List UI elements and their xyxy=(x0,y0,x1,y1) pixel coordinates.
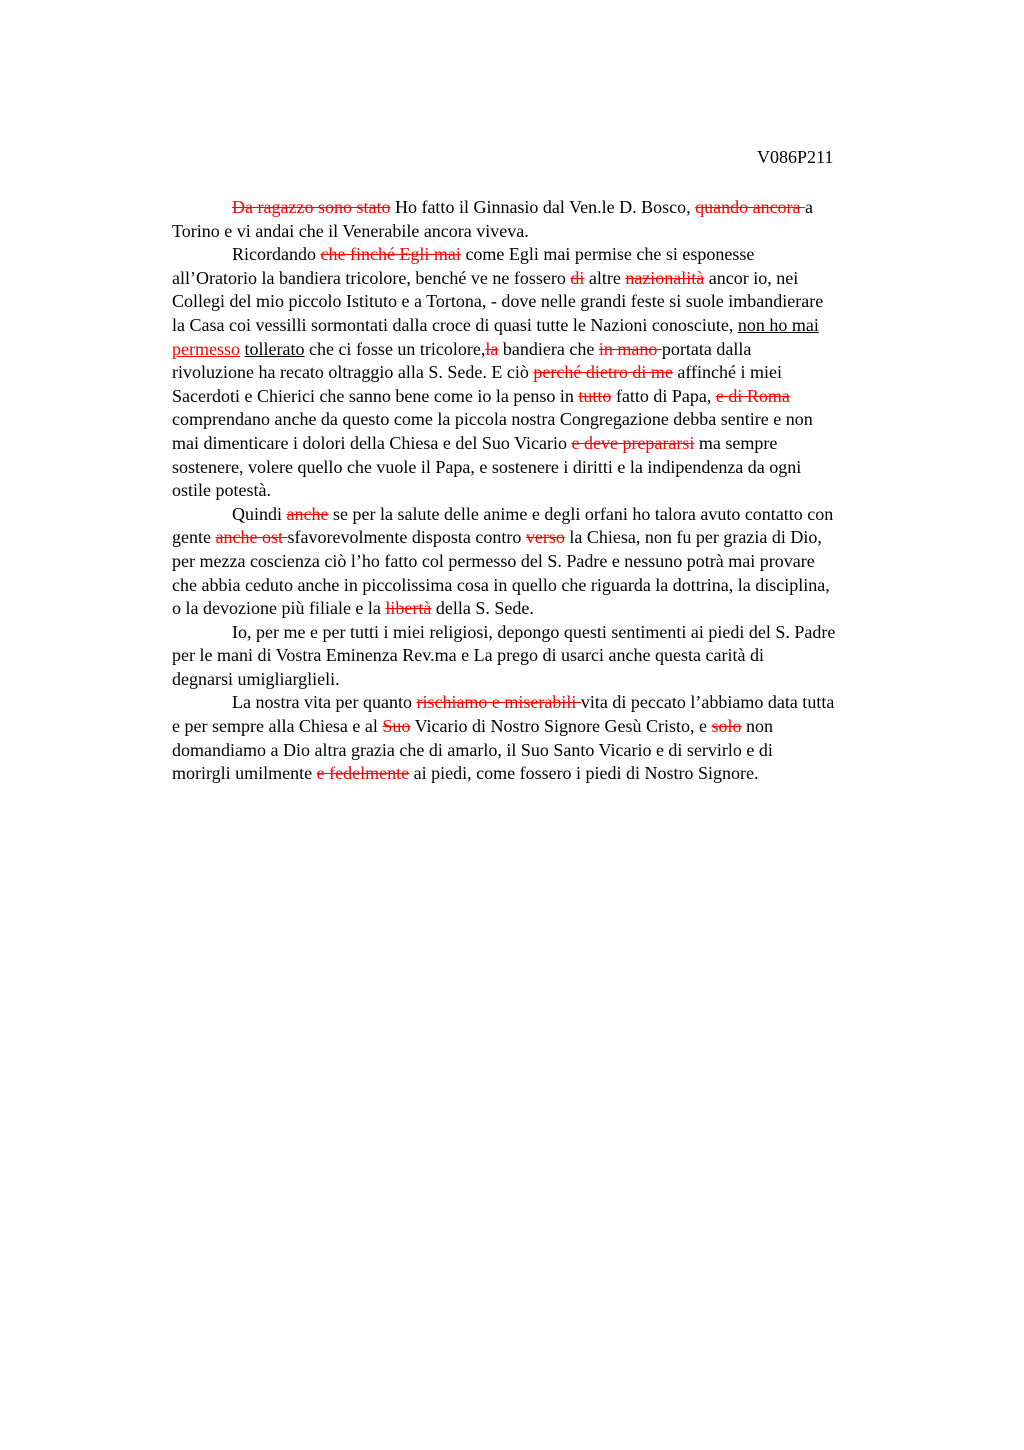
text-line xyxy=(172,621,932,645)
deleted-text: in mano xyxy=(598,338,662,359)
text-line xyxy=(172,314,932,338)
text-segment: vita di peccato l’abbiamo data tutta xyxy=(580,692,835,713)
deleted-text: libertà xyxy=(385,598,432,619)
deleted-text: nazionalità xyxy=(625,267,705,288)
text-segment: se per la salute delle anime e degli orfani ho talora avuto contatto con xyxy=(328,503,834,524)
deleted-text: Suo xyxy=(382,716,411,737)
deleted-text: la xyxy=(485,338,499,359)
text-segment: come Egli mai permise che si esponesse xyxy=(460,244,755,265)
text-line xyxy=(172,408,932,432)
text-segment: mai dimenticare i dolori della Chiesa e del Suo Vicario xyxy=(172,432,572,453)
text-segment: degnarsi umigliarglieli. xyxy=(172,668,340,689)
text-segment: e per sempre alla Chiesa e al xyxy=(172,716,383,737)
text-segment: bandiera che xyxy=(498,338,599,359)
text-line xyxy=(172,361,932,385)
text-segment: che ci fosse un tricolore, xyxy=(304,338,486,359)
deleted-text: che finché Egli mai xyxy=(320,244,461,265)
text-segment: la Chiesa, non fu per grazia di Dio, xyxy=(564,527,822,548)
text-segment: fatto di Papa, xyxy=(611,385,716,406)
text-line xyxy=(172,456,932,480)
deleted-text: Da ragazzo sono stato xyxy=(232,197,391,217)
deleted-text: di xyxy=(570,267,585,288)
text-segment: non xyxy=(741,716,773,737)
text-segment: sfavorevolmente disposta contro xyxy=(287,527,526,548)
text-line xyxy=(172,243,932,267)
deleted-text: permesso xyxy=(172,338,240,359)
deleted-text: anche ost xyxy=(215,527,288,548)
text-segment: portata dalla xyxy=(661,338,752,359)
text-segment: comprendano anche da questo come la piccola nostra Congregazione debba sentire e non xyxy=(172,409,813,430)
text-line xyxy=(172,432,932,456)
deleted-text: e di Roma xyxy=(715,385,790,406)
text-line xyxy=(172,338,932,362)
text-segment: sostenere, volere quello che vuole il Papa, e sostenere i diritti e la indipendenza da ogni xyxy=(172,456,802,477)
paragraph xyxy=(172,503,932,621)
text-segment: Torino e vi andai che il Venerabile ancora viveva. xyxy=(172,220,529,241)
text-line xyxy=(172,267,932,291)
text-segment: Quindi xyxy=(232,503,287,524)
deleted-text: perché dietro di me xyxy=(533,362,673,383)
paragraph xyxy=(172,621,932,692)
deleted-text: anche xyxy=(286,503,329,524)
text-line xyxy=(172,196,932,220)
deleted-text: e deve prepararsi xyxy=(571,432,695,453)
text-segment: ancor io, nei xyxy=(704,267,799,288)
text-line xyxy=(172,739,932,763)
text-line xyxy=(172,668,932,692)
text-segment: della S. Sede. xyxy=(431,598,534,619)
deleted-text: tutto xyxy=(578,385,612,406)
page-identifier: V086P211 xyxy=(757,147,834,167)
text-segment: Ho fatto il Ginnasio dal Ven.le D. Bosco, xyxy=(390,197,696,217)
text-line xyxy=(172,479,932,503)
text-segment: domandiamo a Dio altra grazia che di amarlo, il Suo Santo Vicario e di servirlo e di xyxy=(172,739,773,760)
deleted-text: rischiamo e miserabili xyxy=(416,692,581,713)
deleted-text: quando ancora xyxy=(695,197,806,217)
text-segment: ostile potestà. xyxy=(172,480,271,501)
text-segment: per le mani di Vostra Eminenza Rev.ma e La prego di usarci anche questa carità di xyxy=(172,645,764,666)
text-segment: affinché i miei xyxy=(672,362,782,383)
text-line xyxy=(172,290,932,314)
text-segment: rivoluzione ha recato oltraggio alla S. Sede. E ciò xyxy=(172,362,534,383)
text-segment: Vicario di Nostro Signore Gesù Cristo, e xyxy=(410,716,712,737)
text-line xyxy=(172,550,932,574)
document-body xyxy=(172,196,932,786)
text-segment: morirgli umilmente xyxy=(172,763,317,784)
text-line xyxy=(172,644,932,668)
underlined-text: non ho mai xyxy=(737,314,819,335)
text-line xyxy=(172,597,932,621)
text-line xyxy=(172,526,932,550)
text-segment: Collegi del mio piccolo Istituto e a Tortona, - dove nelle grandi feste si suole imbandierare xyxy=(172,291,824,312)
text-line xyxy=(172,574,932,598)
paragraph xyxy=(172,196,932,243)
text-line xyxy=(172,220,932,244)
text-segment: Io, per me e per tutti i miei religiosi, depongo questi sentimenti ai piedi del S. Padre xyxy=(232,621,836,642)
text-segment: ai piedi, come fossero i piedi di Nostro Signore. xyxy=(409,763,759,784)
deleted-text: verso xyxy=(525,527,565,548)
text-line xyxy=(172,691,932,715)
text-segment: per mezza coscienza ciò l’ho fatto col permesso del S. Padre e nessuno potrà mai provare xyxy=(172,550,815,571)
text-line xyxy=(172,715,932,739)
text-segment: a xyxy=(805,197,814,217)
text-segment: ma sempre xyxy=(694,432,778,453)
paragraph xyxy=(172,691,932,785)
text-segment: la Casa coi vessilli sormontati dalla croce di quasi tutte le Nazioni conosciute, xyxy=(172,314,738,335)
text-segment: all’Oratorio la bandiera tricolore, benché ve ne fossero xyxy=(172,267,571,288)
text-segment: La nostra vita per quanto xyxy=(232,692,417,713)
text-segment: gente xyxy=(172,527,216,548)
paragraph xyxy=(172,243,932,503)
text-segment: che abbia ceduto anche in piccolissima cosa in quello che riguarda la dottrina, la disciplina, xyxy=(172,574,830,595)
text-segment: altre xyxy=(584,267,626,288)
deleted-text: e fedelmente xyxy=(316,763,410,784)
text-line xyxy=(172,503,932,527)
text-line xyxy=(172,385,932,409)
underlined-text: tollerato xyxy=(244,338,305,359)
text-segment: Ricordando xyxy=(232,244,321,265)
deleted-text: solo xyxy=(711,716,742,737)
text-line xyxy=(172,762,932,786)
text-segment: Sacerdoti e Chierici che sanno bene come io la penso in xyxy=(172,385,579,406)
text-segment: o la devozione più filiale e la xyxy=(172,598,386,619)
